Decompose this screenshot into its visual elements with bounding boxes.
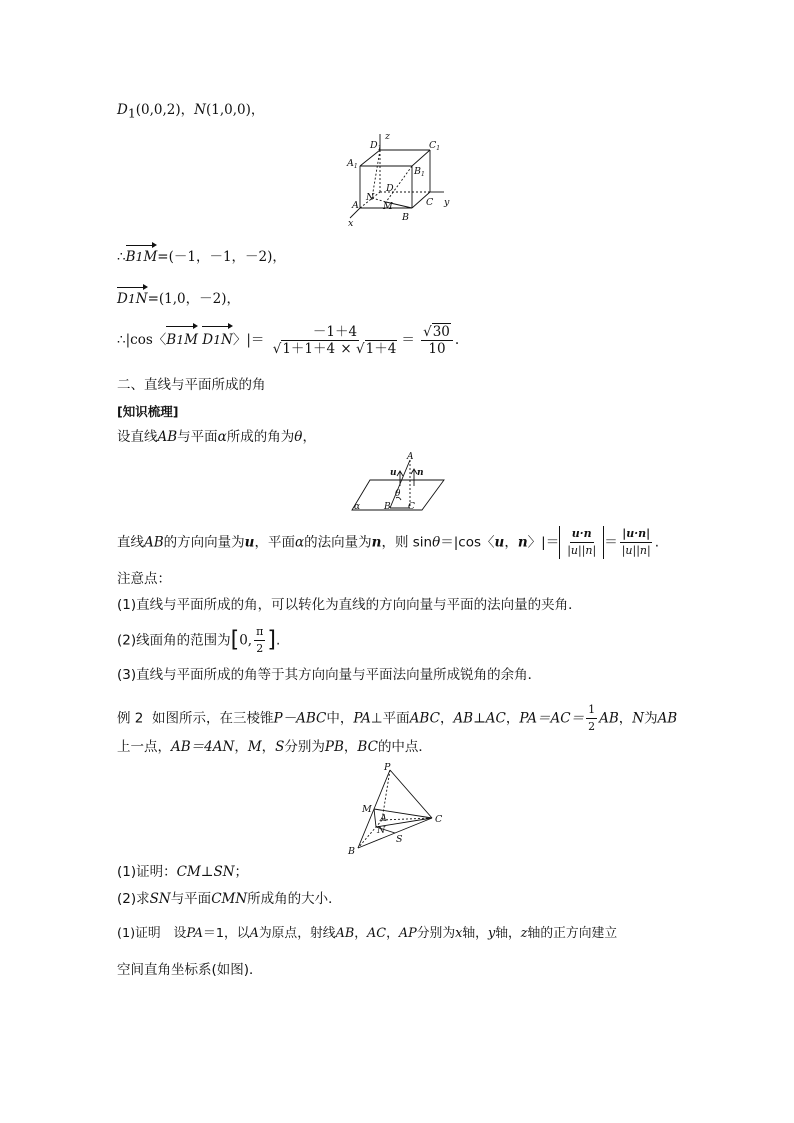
ex-pa-ac: PA＝AC＝ <box>519 710 585 727</box>
f1-num: u·n <box>570 526 594 543</box>
cube-figure <box>340 128 460 228</box>
half-num: 1 <box>586 702 597 719</box>
ex-t6: ， <box>618 710 633 727</box>
sqrt-a: 1＋1＋4 <box>282 341 336 357</box>
vector-b1m-line <box>117 248 286 266</box>
result-numerator: √30 <box>421 324 453 341</box>
proof-e: 分别为 <box>416 926 456 941</box>
dir-t4: 的法向量为 <box>304 534 372 551</box>
v2-tail: N <box>221 332 233 348</box>
ex-l2-d: 分别为 <box>284 739 325 755</box>
q2-mid: 与平面 <box>170 891 212 907</box>
proof-ap: AP <box>398 926 417 941</box>
cos-prefix: ∴|cos〈 <box>117 332 167 348</box>
ex-ab3: AB <box>657 710 678 727</box>
q2-pre: (2)求 <box>117 891 150 907</box>
set-angle-line <box>117 428 316 446</box>
end-dot: . <box>454 332 460 348</box>
example-label: 例 2 <box>117 710 144 727</box>
dir-theta: θ <box>432 534 441 551</box>
ex-l2-a: 上一点， <box>117 739 171 755</box>
example-2-line-1 <box>117 702 677 735</box>
set-text-d: ， <box>302 429 316 445</box>
dir-end: . <box>654 534 660 551</box>
proof-ac: AC <box>367 926 387 941</box>
ex-t3: ⊥平面 <box>370 710 410 727</box>
therefore-symbol: ∴ <box>117 249 126 265</box>
vector-d1n-2 <box>202 329 233 351</box>
svg-text:S: S <box>396 834 403 845</box>
ex-pabc: P－ABC <box>273 710 327 727</box>
cos-close: 〉|＝ <box>232 332 265 348</box>
note-2-zero: 0, <box>239 632 253 649</box>
ex-t2: 中， <box>326 710 354 727</box>
f2-den: |u||n| <box>621 544 651 557</box>
q2-cmn: CMN <box>211 891 248 907</box>
proof-f: 轴， <box>462 926 488 941</box>
vec-d1n-tail: N <box>135 291 148 307</box>
vector-d1n-line <box>117 290 240 308</box>
pi-num: π <box>254 624 265 641</box>
dir-t6: ＝|cos〈 <box>440 534 495 551</box>
ex-pa: PA <box>353 710 371 727</box>
dir-n: n <box>371 534 382 551</box>
q1-end: ； <box>234 864 249 880</box>
vec-d1n-sub: 1 <box>127 291 136 306</box>
result-fraction <box>421 324 453 357</box>
cos-fraction <box>271 324 400 357</box>
svg-text:B: B <box>402 212 409 223</box>
q1-expr: CM⊥SN <box>176 864 235 880</box>
ex-n: N <box>632 710 645 727</box>
svg-text:A: A <box>407 452 414 462</box>
set-text-c: 所成的角为 <box>226 429 295 445</box>
note-1: (1)直线与平面所成的角，可以转化为直线的方向向量与平面的法向量的夹角． <box>117 597 582 613</box>
direction-vector-line <box>117 526 659 559</box>
svg-text:B: B <box>384 502 391 512</box>
svg-text:y: y <box>444 197 450 208</box>
abs-fraction <box>559 526 604 559</box>
ex-t7: 为 <box>644 710 658 727</box>
pi-half <box>254 624 265 657</box>
ex-m: M <box>247 739 262 755</box>
ex-ab2: AB <box>599 710 619 727</box>
q2-end: 所成角的大小． <box>247 891 342 907</box>
svg-text:A: A <box>380 813 387 824</box>
svg-text:D: D <box>386 183 394 194</box>
svg-text:M: M <box>383 201 393 212</box>
cos-denominator: √1＋1＋4 × √1＋4 <box>272 341 397 357</box>
vec-d1n-head: D <box>117 291 128 307</box>
svg-text:D1: $D_1$ <box>370 140 382 152</box>
vector-b1m <box>126 248 158 266</box>
knowledge-title: [知识梳理] <box>117 404 179 419</box>
proof-pre: (1)证明 设 <box>117 926 187 941</box>
svg-text:z: z <box>385 131 391 142</box>
equals-sign: ＝ <box>401 332 415 348</box>
svg-text:A: A <box>352 200 359 211</box>
svg-text:C: C <box>435 814 443 825</box>
sqrt-b: 1＋4 <box>365 341 397 357</box>
point-d1-sub: 1 <box>127 105 136 121</box>
proof-ab: AB <box>335 926 355 941</box>
svg-text:M: M <box>362 804 372 815</box>
proof-y: y <box>487 926 496 941</box>
v2-sub: 1 <box>213 332 222 347</box>
proof-c: ， <box>354 926 368 941</box>
coord-d1: (0,0,2)， <box>135 102 195 118</box>
pi-den: 2 <box>256 642 264 655</box>
svg-text:B: B <box>348 846 355 857</box>
ex-l2-b: ， <box>234 739 248 755</box>
vector-d1n <box>117 290 148 308</box>
svg-text:x: x <box>348 218 354 228</box>
ex-s: S <box>275 739 285 755</box>
note-2-end: . <box>275 632 281 649</box>
proof-b: 为原点，射线 <box>258 926 336 941</box>
svg-text:A1: $A_1$ <box>347 158 358 170</box>
dir-ab: AB <box>144 534 164 551</box>
ex-l2-c: ， <box>261 739 276 755</box>
dir-eq: ＝ <box>604 534 618 551</box>
dir-comma: ， <box>504 534 518 551</box>
ex-l2-e: ， <box>343 739 358 755</box>
set-ab: AB <box>157 429 178 445</box>
result-denominator: 10 <box>428 341 446 357</box>
svg-text:C: C <box>426 197 434 208</box>
left-bracket: [ <box>230 627 240 653</box>
vector-b1m-value: =(－1，－1，－2)， <box>157 249 286 265</box>
coord-n: (1,0,0)， <box>205 102 265 118</box>
note-3: (3)直线与平面所成的角等于其方向向量与平面法向量所成锐角的余角． <box>117 667 542 683</box>
dir-t5: ，则 sin <box>381 534 433 551</box>
svg-text:N: N <box>366 192 375 203</box>
dir-t1: 直线 <box>117 534 144 551</box>
ex-l2-f: 的中点． <box>377 739 432 755</box>
q2-sn: SN <box>149 891 171 907</box>
half-fraction <box>586 702 597 735</box>
fraction-2 <box>620 526 653 559</box>
vec-b1m-head: B <box>125 249 136 265</box>
ex-pb: PB <box>324 739 344 755</box>
point-d1: D <box>117 102 128 118</box>
proof-a: ＝1，以 <box>203 926 250 941</box>
tetrahedron-figure <box>340 762 452 858</box>
ex-ab4: AB＝4AN <box>171 739 235 755</box>
proof-line-2: 空间直角坐标系(如图)． <box>117 962 263 978</box>
proof-h: 轴的正方向建立 <box>527 926 618 941</box>
svg-text:N: N <box>377 825 386 836</box>
f2-num: |u·n| <box>620 526 652 543</box>
proof-origin: A <box>249 926 259 941</box>
svg-text:C: C <box>408 502 415 512</box>
ex-t1: 如图所示，在三棱锥 <box>151 710 274 727</box>
set-theta: θ <box>294 429 303 445</box>
set-alpha: α <box>217 429 227 445</box>
v1-sub: 1 <box>176 332 185 347</box>
note-2-pre: (2)线面角的范围为 <box>117 632 231 649</box>
times-sign: × <box>340 341 352 357</box>
f1-den: |u||n| <box>567 544 597 557</box>
dir-alpha: α <box>295 534 305 551</box>
svg-text:P: P <box>384 762 391 773</box>
proof-z: z <box>520 926 528 941</box>
svg-text:α: α <box>354 502 361 512</box>
dir-n2: n <box>517 534 528 551</box>
question-1 <box>117 863 248 881</box>
vector-b1m-2 <box>166 329 198 351</box>
svg-text:θ: θ <box>395 489 401 499</box>
notes-title: 注意点： <box>117 571 171 587</box>
point-n: N <box>194 102 206 118</box>
ex-t5: ， <box>505 710 520 727</box>
ex-bc: BC <box>357 739 378 755</box>
svg-text:B1: $B_1$ <box>414 166 425 178</box>
dir-t3: ，平面 <box>254 534 295 551</box>
vector-d1n-value: =(1,0，－2)， <box>147 291 240 307</box>
q1-pre: (1)证明： <box>117 864 177 880</box>
dir-t7: 〉|＝ <box>527 534 560 551</box>
proof-g: 轴， <box>495 926 521 941</box>
vec-b1m-sub: 1 <box>135 249 144 264</box>
dir-t2: 的方向向量为 <box>163 534 245 551</box>
example-2-line-2 <box>117 738 432 756</box>
ex-t4: ， <box>439 710 454 727</box>
svg-text:u: u <box>390 468 397 478</box>
proof-line-1 <box>117 925 617 943</box>
v1-head: B <box>166 332 177 348</box>
cos-numerator: －1＋4 <box>312 324 358 340</box>
set-text-b: 与平面 <box>177 429 218 445</box>
proof-d: ， <box>386 926 399 941</box>
plane-angle-figure <box>348 452 448 514</box>
dir-u: u <box>244 534 255 551</box>
svg-text:C1: $C_1$ <box>429 140 441 152</box>
set-text-a: 设直线 <box>117 429 158 445</box>
proof-x: x <box>455 926 463 941</box>
half-den: 2 <box>588 720 596 733</box>
dir-u2: u <box>494 534 505 551</box>
v1-tail: M <box>184 332 198 348</box>
result-sqrt: 30 <box>432 324 450 340</box>
section-title: 二、直线与平面所成的角 <box>117 377 266 393</box>
svg-text:n: n <box>417 468 424 478</box>
cosine-line <box>117 324 459 357</box>
coord-line <box>117 101 264 123</box>
question-2 <box>117 890 342 908</box>
v2-head: D <box>202 332 214 348</box>
ex-abc: ABC <box>409 710 440 727</box>
ex-ab-ac: AB⊥AC <box>453 710 506 727</box>
vec-b1m-tail: M <box>143 249 158 265</box>
proof-pa: PA <box>186 926 204 941</box>
right-bracket: ] <box>267 627 276 653</box>
note-2 <box>117 624 280 657</box>
